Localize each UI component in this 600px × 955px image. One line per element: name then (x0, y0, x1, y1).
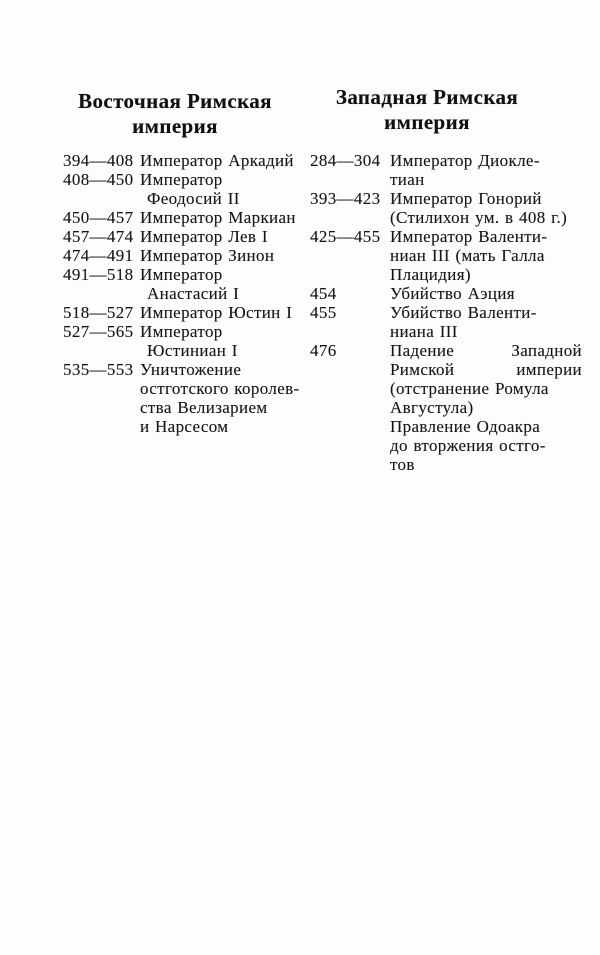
timeline-entry (310, 189, 582, 227)
entry-text (390, 284, 582, 303)
entry-date: 535—553 (63, 360, 134, 379)
entry-text (140, 303, 315, 322)
entry-line: остготского королев- (140, 379, 300, 398)
east-timeline (63, 151, 315, 436)
timeline-entry (63, 265, 315, 303)
west-title-line2: империя (384, 110, 470, 134)
entry-line: и Нарсесом (140, 417, 229, 436)
entry-date: 518—527 (63, 303, 134, 322)
entry-line: тов (390, 455, 415, 474)
entry-date: 454 (310, 284, 337, 303)
entry-date: 450—457 (63, 208, 134, 227)
entry-line: (Стилихон ум. в 408 г.) (390, 208, 568, 227)
entry-date: 491—518 (63, 265, 134, 284)
timeline-entry (310, 151, 582, 189)
entry-date: 527—565 (63, 322, 134, 341)
entry-date: 394—408 (63, 151, 134, 170)
entry-date: 425—455 (310, 227, 381, 246)
entry-date: 284—304 (310, 151, 381, 170)
timeline-entry (63, 303, 315, 322)
entry-date: 457—474 (63, 227, 134, 246)
entry-line: Уничтожение (140, 360, 242, 379)
entry-line: ниана III (390, 322, 458, 341)
entry-text (140, 208, 315, 227)
entry-line: до вторжения остго- (390, 436, 546, 455)
entry-line: Падение Западной (390, 341, 582, 360)
entry-line: Император Гонорий (390, 189, 542, 208)
entry-text (390, 341, 582, 474)
entry-line: Император (140, 322, 223, 341)
entry-text (140, 322, 315, 360)
timeline-entry (63, 322, 315, 360)
entry-line: Анастасий I (147, 284, 240, 303)
timeline-entry (310, 227, 582, 284)
timeline-entry (63, 360, 315, 436)
entry-line: тиан (390, 170, 425, 189)
west-title-line1: Западная Римская (335, 85, 519, 109)
west-timeline (310, 151, 582, 474)
entry-line: Император Юстин I (140, 303, 293, 322)
entry-text (390, 303, 582, 341)
entry-text (140, 265, 315, 303)
entry-line: Юстиниан I (147, 341, 238, 360)
timeline-entry (63, 151, 315, 170)
entry-line: Плацидия) (390, 265, 471, 284)
timeline-entry (63, 170, 315, 208)
timeline-entry (63, 246, 315, 265)
timeline-entry (310, 284, 582, 303)
entry-text (140, 170, 315, 208)
entry-line: Римской империи (390, 360, 582, 379)
entry-date: 393—423 (310, 189, 381, 208)
entry-text (140, 151, 315, 170)
entry-line: Император Зинон (140, 246, 275, 265)
entry-line: Император Диокле- (390, 151, 540, 170)
entry-text (390, 227, 582, 284)
entry-line: ниан III (мать Галла (390, 246, 545, 265)
entry-line: Убийство Аэция (390, 284, 515, 303)
entry-date: 476 (310, 341, 337, 360)
entry-line: Император (140, 265, 223, 284)
entry-line: Августула) (390, 398, 474, 417)
entry-text (390, 189, 582, 227)
entry-date: 455 (310, 303, 337, 322)
timeline-entry (63, 227, 315, 246)
entry-text (140, 227, 315, 246)
entry-line: Император (140, 170, 223, 189)
entry-line: ства Велизарием (140, 398, 268, 417)
timeline-entry (310, 303, 582, 341)
timeline-entry (63, 208, 315, 227)
entry-date: 408—450 (63, 170, 134, 189)
timeline-entry (310, 341, 582, 474)
east-title-line1: Восточная Римская (78, 89, 272, 113)
entry-line: Убийство Валенти- (390, 303, 537, 322)
entry-line: Правление Одоакра (390, 417, 541, 436)
entry-text (140, 246, 315, 265)
east-title-line2: империя (132, 114, 218, 138)
entry-line: Император Маркиан (140, 208, 296, 227)
entry-line: Император Аркадий (140, 151, 294, 170)
entry-text (140, 360, 315, 436)
entry-line: Феодосий II (147, 189, 240, 208)
entry-line: Император Валенти- (390, 227, 548, 246)
entry-text (390, 151, 582, 189)
entry-line: (отстранение Ромула (390, 379, 549, 398)
west-column-title (327, 85, 527, 135)
entry-date: 474—491 (63, 246, 134, 265)
east-column-title (55, 89, 295, 139)
entry-line: Император Лев I (140, 227, 268, 246)
